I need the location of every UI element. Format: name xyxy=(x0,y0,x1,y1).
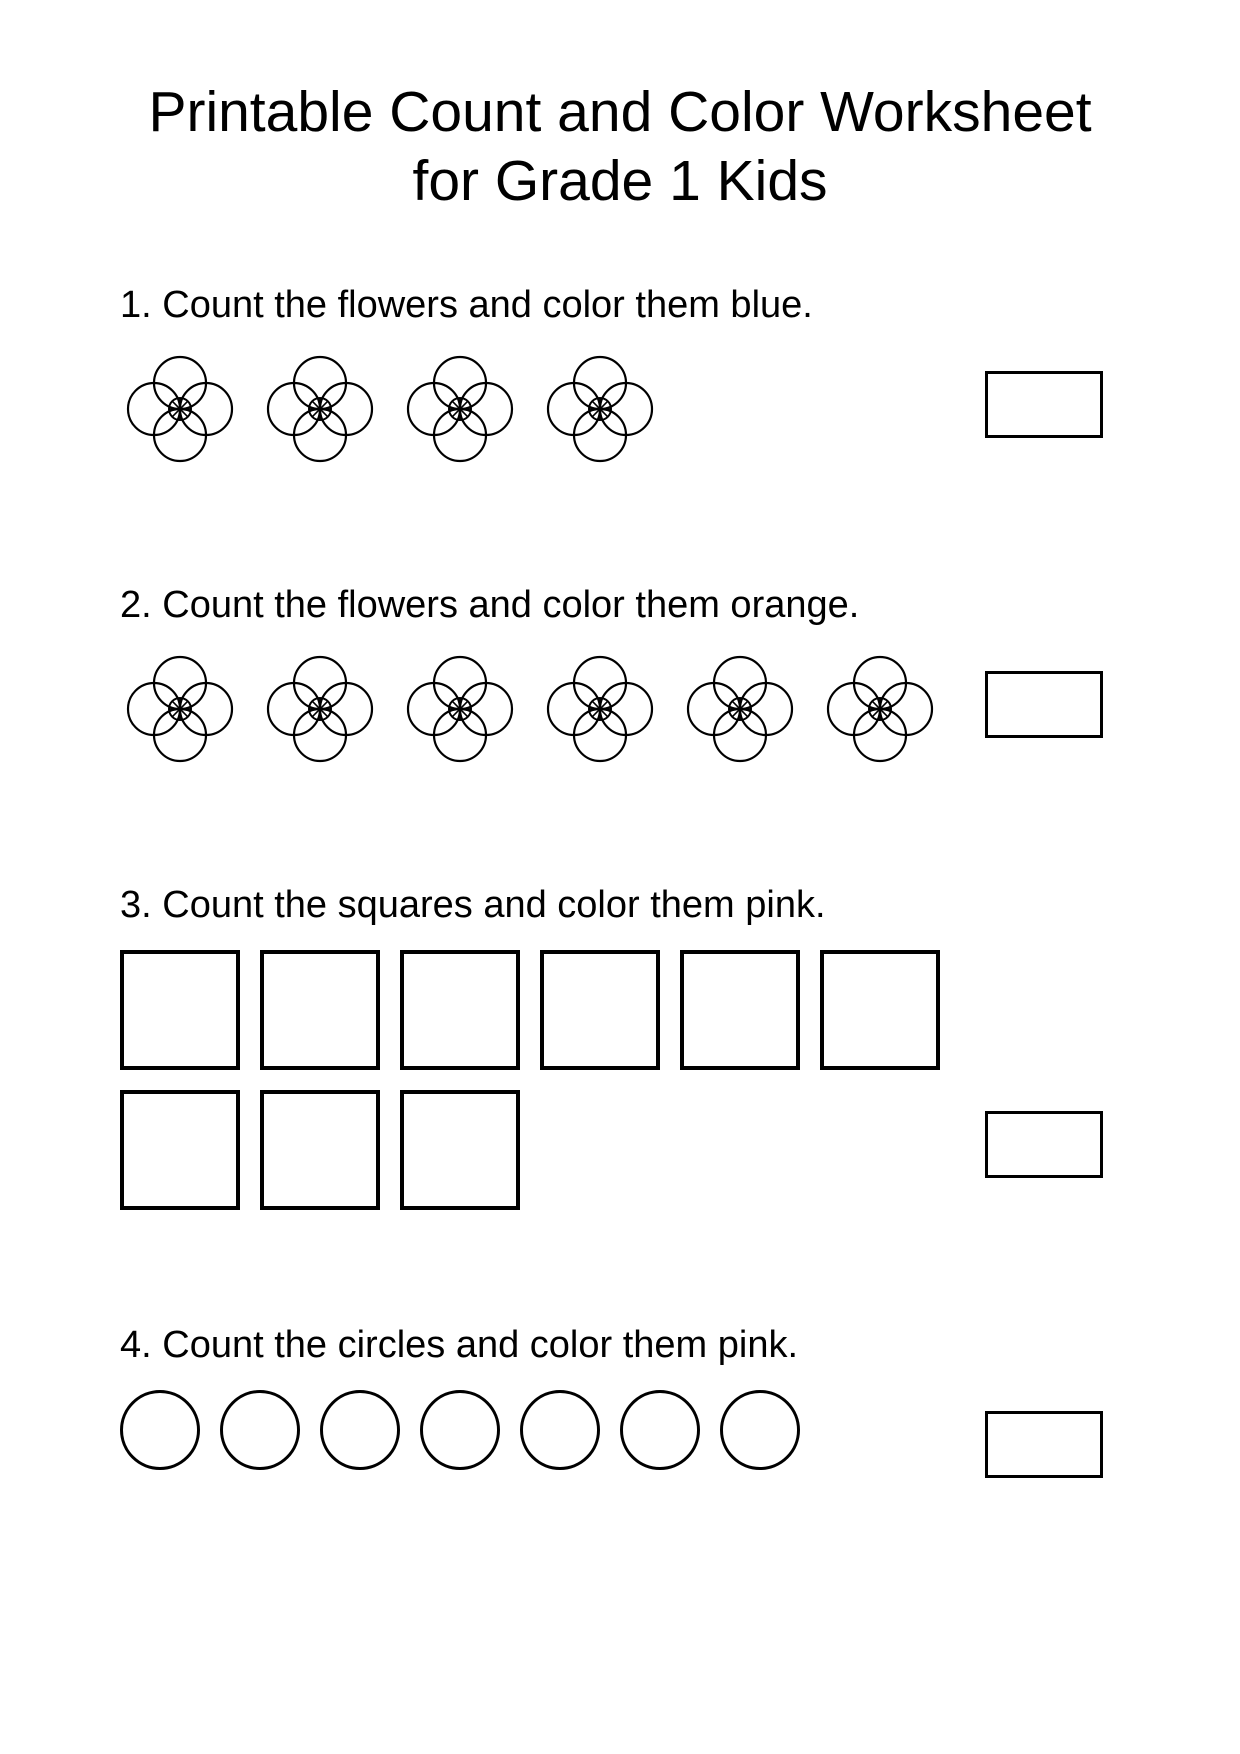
question-4-answer-box[interactable] xyxy=(985,1411,1103,1478)
flower-icon[interactable] xyxy=(125,654,235,764)
question-2-answer-box[interactable] xyxy=(985,671,1103,738)
square-shape[interactable] xyxy=(820,950,940,1070)
square-shape[interactable] xyxy=(400,950,520,1070)
question-4-text: 4. Count the circles and color them pink. xyxy=(120,1324,799,1366)
flower-icon[interactable] xyxy=(825,654,935,764)
circle-shape[interactable] xyxy=(320,1390,400,1470)
circle-shape[interactable] xyxy=(520,1390,600,1470)
circle-shape[interactable] xyxy=(220,1390,300,1470)
page-title-line-2: for Grade 1 Kids xyxy=(412,149,828,213)
question-1-text: 1. Count the flowers and color them blue. xyxy=(120,284,813,326)
flower-icon[interactable] xyxy=(685,654,795,764)
square-shape[interactable] xyxy=(680,950,800,1070)
square-shape[interactable] xyxy=(400,1090,520,1210)
flower-icon[interactable] xyxy=(265,654,375,764)
circle-shape[interactable] xyxy=(420,1390,500,1470)
circle-shape[interactable] xyxy=(620,1390,700,1470)
flower-icon[interactable] xyxy=(265,354,375,464)
question-2-text: 2. Count the flowers and color them orange. xyxy=(120,584,860,626)
flower-icon[interactable] xyxy=(405,354,515,464)
square-shape[interactable] xyxy=(540,950,660,1070)
flower-icon[interactable] xyxy=(545,654,655,764)
question-3-answer-box[interactable] xyxy=(985,1111,1103,1178)
square-shape[interactable] xyxy=(260,950,380,1070)
page-title xyxy=(0,78,1240,216)
circle-shape[interactable] xyxy=(120,1390,200,1470)
square-shape[interactable] xyxy=(120,950,240,1070)
flower-icon[interactable] xyxy=(545,354,655,464)
flower-icon[interactable] xyxy=(405,654,515,764)
question-1-answer-box[interactable] xyxy=(985,371,1103,438)
square-shape[interactable] xyxy=(260,1090,380,1210)
page-title-line-1: Printable Count and Color Worksheet xyxy=(148,80,1092,144)
square-shape[interactable] xyxy=(120,1090,240,1210)
circle-shape[interactable] xyxy=(720,1390,800,1470)
question-3-text: 3. Count the squares and color them pink. xyxy=(120,884,826,926)
flower-icon[interactable] xyxy=(125,354,235,464)
